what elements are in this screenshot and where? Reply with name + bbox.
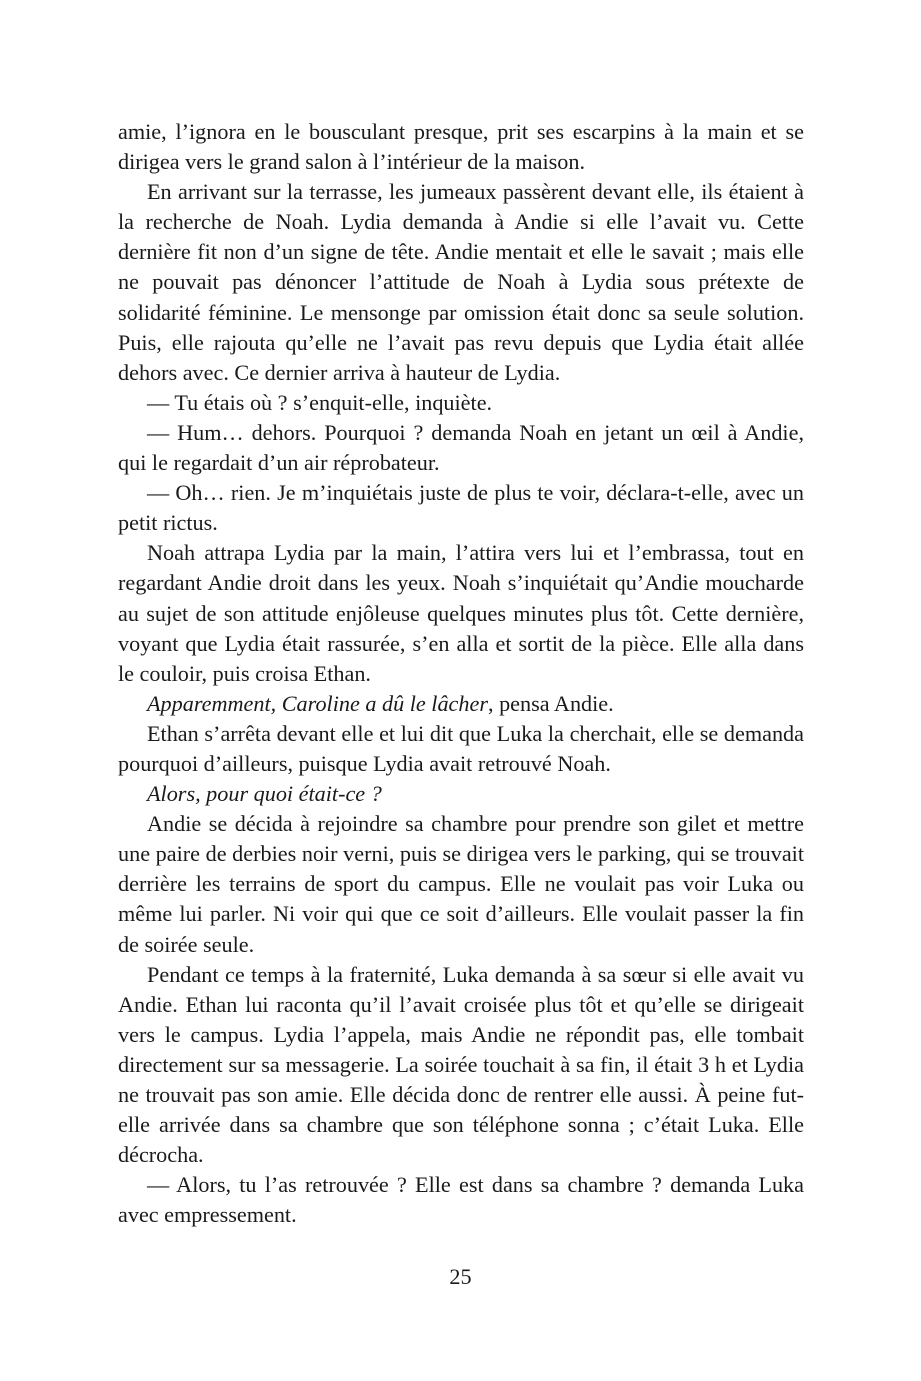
- paragraph-kiss: Noah attrapa Lydia par la main, l’attira vers lui et l’embrassa, tout en regardant Andie droit dans les yeux. Noah s’inquiétait qu’Andie moucharde au sujet de son attitude enjôleuse quelques minutes plus tôt. Cette dernière, voyant que Lydia était rassurée, s’en alla et sortit de la pièce. Elle alla dans le couloir, puis croisa Ethan.: [118, 540, 804, 686]
- page-body: [118, 117, 804, 1230]
- paragraph-ethan: Ethan s’arrêta devant elle et lui dit que Luka la cherchait, elle se demanda pourquoi d’ailleurs, puisque Lydia avait retrouvé Noah.: [118, 720, 804, 776]
- italic-question: Alors, pour quoi était-ce ?: [147, 781, 382, 807]
- dialogue-line: — Hum… dehors. Pourquoi ? demanda Noah en jetant un œil à Andie, qui le regardait d’un air réprobateur.: [118, 419, 804, 476]
- paragraph-fraternity: Pendant ce temps à la fraternité, Luka demanda à sa sœur si elle avait vu Andie. Ethan lui raconta qu’il l’avait croisée plus tôt et qu’elle se dirigeait vers le campus. Lydia l’appela, mais Andie ne répondit pas, elle tombait directement sur sa messagerie. La soirée touchait à sa fin, il était 3 h et Lydia ne trouvait pas son amie. Elle décida donc de rentrer elle aussi. À peine fut-elle arrivée dans sa chambre que son téléphone sonna ; c’était Luka. Elle décrocha.: [118, 961, 804, 1168]
- italic-thought: Apparemment, Caroline a dû le lâcher: [147, 690, 488, 716]
- paragraph-continuation: amie, l’ignora en le bousculant presque, prit ses escarpins à la main et se dirigea vers le grand salon à l’intérieur de la maison.: [118, 119, 804, 175]
- dialogue-line: — Oh… rien. Je m’inquiétais juste de plus te voir, déclara-t-elle, avec un petit rictus.: [118, 480, 804, 536]
- dialogue-line: — Alors, tu l’as retrouvée ? Elle est dans sa chambre ? demanda Luka avec empressement.: [118, 1172, 804, 1228]
- dialogue-line: — Tu étais où ? s’enquit-elle, inquiète.: [147, 389, 493, 415]
- paragraph-parking: Andie se décida à rejoindre sa chambre pour prendre son gilet et mettre une paire de derbies noir verni, puis se dirigea vers le parking, qui se trouvait derrière les terrains de sport du campus. Elle ne voulait pas voir Luka ou même lui parler. Ni voir qui que ce soit d’ailleurs. Elle voulait passer la fin de soirée seule.: [118, 811, 804, 957]
- paragraph-thought: [118, 689, 804, 719]
- paragraph-terrace: En arrivant sur la terrasse, les jumeaux passèrent devant elle, ils étaient à la recherche de Noah. Lydia demanda à Andie si elle l’avait vu. Cette dernière fit non d’un signe de tête. Andie mentait et elle le savait ; mais elle ne pouvait pas dénoncer l’attitude de Noah à Lydia sous prétexte de solidarité féminine. Le mensonge par omission était donc sa seule solution. Puis, elle rajouta qu’elle ne l’avait pas revu depuis que Lydia était allée dehors avec. Ce dernier arriva à hauteur de Lydia.: [118, 179, 804, 385]
- page-number: 25: [449, 1264, 472, 1289]
- thought-attribution: , pensa Andie.: [487, 690, 614, 716]
